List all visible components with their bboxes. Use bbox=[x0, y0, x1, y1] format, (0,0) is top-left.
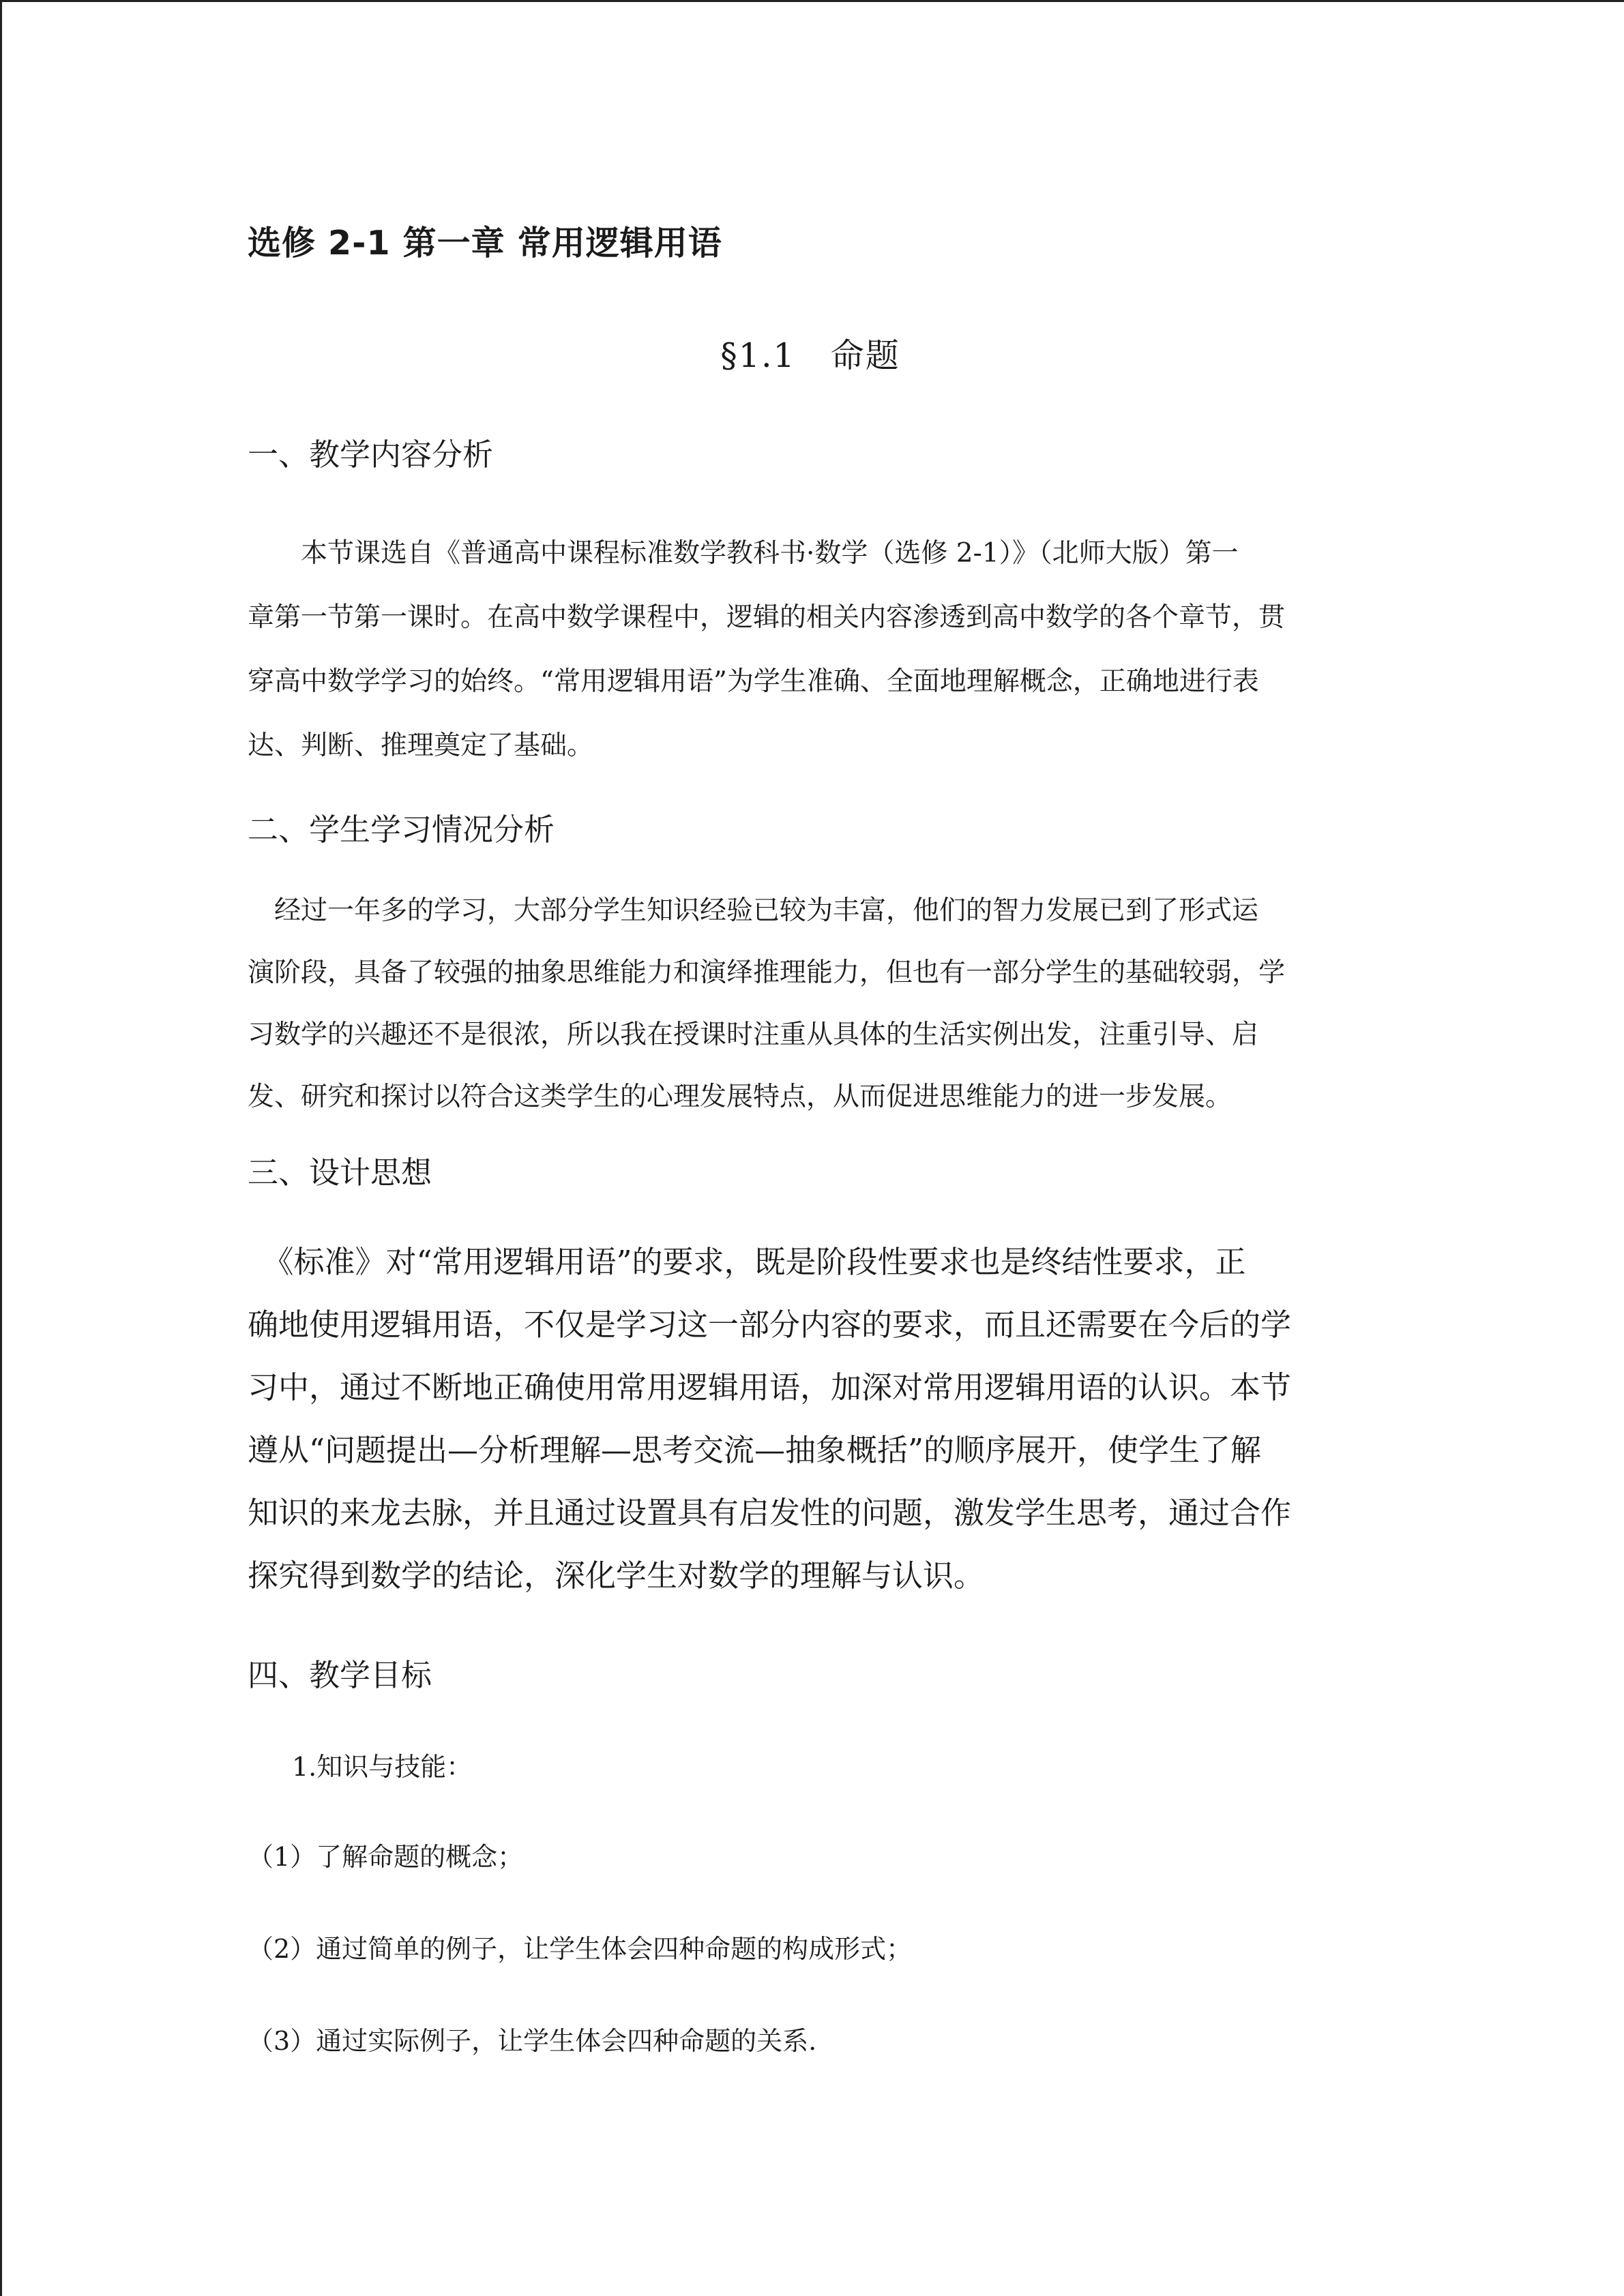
paragraph-line: 遵从“问题提出—分析理解—思考交流—抽象概括”的顺序展开，使学生了解 bbox=[248, 1432, 1262, 1468]
goal-item: （3）通过实际例子，让学生体会四种命题的关系. bbox=[248, 2026, 817, 2056]
section-heading-design-idea: 三、设计思想 bbox=[248, 1154, 432, 1191]
paragraph-line: 《标准》对“常用逻辑用语”的要求，既是阶段性要求也是终结性要求，正 bbox=[248, 1244, 1246, 1280]
paragraph-content-analysis bbox=[248, 522, 1380, 778]
paragraph-line: 达、判断、推理奠定了基础。 bbox=[248, 730, 594, 761]
chapter-title: 选修 2-1 第一章 常用逻辑用语 bbox=[248, 224, 722, 263]
goal-item: （2）通过简单的例子，让学生体会四种命题的构成形式； bbox=[248, 1934, 913, 1964]
section-heading-student-analysis: 二、学生学习情况分析 bbox=[248, 811, 555, 848]
paragraph-line: 探究得到数学的结论，深化学生对数学的理解与认识。 bbox=[248, 1557, 985, 1594]
section-heading-content-analysis: 一、教学内容分析 bbox=[248, 436, 494, 473]
paragraph-line: 本节课选自《普通高中课程标准数学教科书·数学（选修 2-1）》（北师大版）第一 bbox=[248, 538, 1239, 569]
paragraph-line: 知识的来龙去脉，并且通过设置具有启发性的问题，激发学生思考，通过合作 bbox=[248, 1495, 1292, 1531]
paragraph-line: 演阶段，具备了较强的抽象思维能力和演绎推理能力，但也有一部分学生的基础较弱，学 bbox=[248, 957, 1286, 988]
paragraph-line: 发、研究和探讨以符合这类学生的心理发展特点，从而促进思维能力的进一步发展。 bbox=[248, 1082, 1232, 1112]
section-heading-teaching-goals: 四、教学目标 bbox=[248, 1657, 432, 1693]
subheading-knowledge-skills: 1.知识与技能： bbox=[292, 1752, 473, 1782]
paragraph-line: 习数学的兴趣还不是很浓，所以我在授课时注重从具体的生活实例出发，注重引导、启 bbox=[248, 1019, 1259, 1050]
paragraph-design-idea bbox=[248, 1231, 1380, 1607]
paragraph-line: 习中，通过不断地正确使用常用逻辑用语，加深对常用逻辑用语的认识。本节 bbox=[248, 1369, 1292, 1405]
paragraph-line: 经过一年多的学习，大部分学生知识经验已较为丰富，他们的智力发展已到了形式运 bbox=[248, 895, 1259, 926]
paragraph-student-analysis bbox=[248, 880, 1380, 1128]
paragraph-line: 确地使用逻辑用语，不仅是学习这一部分内容的要求，而且还需要在今后的学 bbox=[248, 1307, 1292, 1343]
paragraph-line: 章第一节第一课时。在高中数学课程中，逻辑的相关内容渗透到高中数学的各个章节，贯 bbox=[248, 602, 1286, 633]
section-title: §1.1 命题 bbox=[720, 336, 900, 375]
paragraph-line: 穿高中数学学习的始终。“常用逻辑用语”为学生准确、全面地理解概念，正确地进行表 bbox=[248, 666, 1259, 697]
goal-item: （1）了解命题的概念； bbox=[248, 1842, 524, 1872]
